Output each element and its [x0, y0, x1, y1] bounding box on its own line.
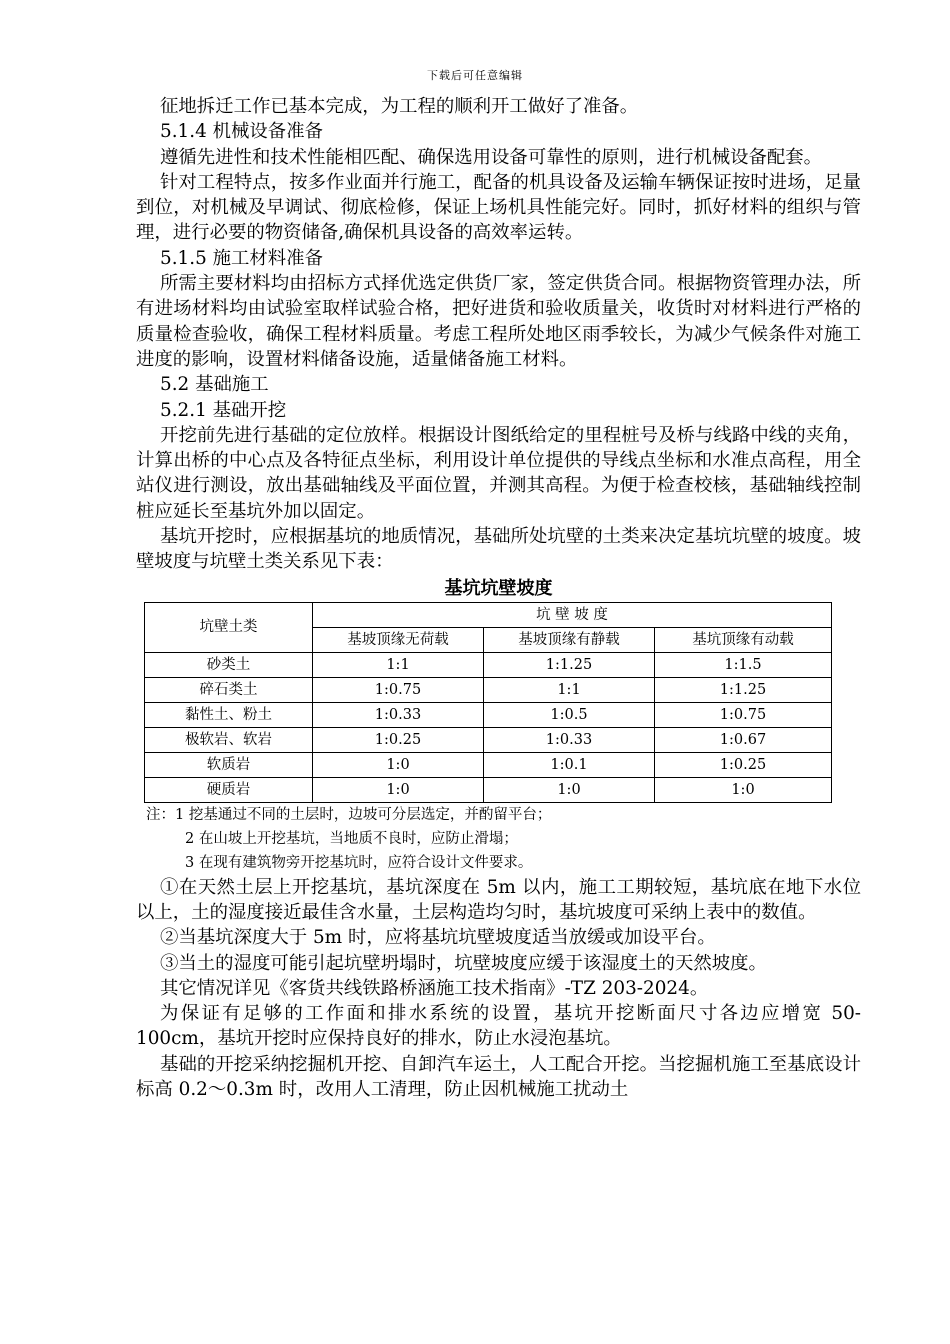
paragraph: 5.2 基础施工 — [160, 374, 269, 396]
paragraph: 基础的开挖采纳挖掘机开挖、自卸汽车运土，人工配合开挖。当挖掘机施工至基底设计标高 0.2～0.3m 时，改用人工清理，防止因机械施工扰动土 — [136, 1053, 861, 1101]
slope-value-cell: 1:1 — [484, 677, 655, 702]
paragraph: 征地拆迁工作已基本完成，为工程的顺利开工做好了准备。 — [160, 96, 639, 117]
slope-value-cell: 1:0 — [313, 777, 484, 802]
paragraph: 开挖前先进行基础的定位放样。根据设计图纸给定的里程桩号及桥与线路中线的夹角，计算出桥的中心点及各特征点坐标，利用设计单位提供的导线点坐标和水准点高程，用全站仪进行测设，放出基础轴线及平面位置，并测其高程。为便于检查校核，基础轴线控制桩应延长至基坑外加以固定。 — [136, 424, 861, 522]
soil-type-cell: 极软岩、软岩 — [145, 727, 313, 752]
column-header: 基坡顶缘无荷载 — [313, 627, 484, 652]
paragraph: 5.1.4 机械设备准备 — [160, 121, 323, 143]
group-header-cell: 坑 壁 坡 度 — [313, 602, 832, 627]
soil-type-cell: 碎石类土 — [145, 677, 313, 702]
paragraphs-bottom — [136, 875, 861, 1103]
slope-value-cell: 1:0.67 — [655, 727, 832, 752]
slope-value-cell: 1:0.1 — [484, 752, 655, 777]
table-row — [145, 652, 832, 677]
note-line: 2 在山坡上开挖基坑，当地质不良时，应防止滑塌； — [185, 830, 518, 847]
table-body — [145, 652, 832, 802]
slope-value-cell: 1:0.33 — [313, 702, 484, 727]
slope-value-cell: 1:0 — [313, 752, 484, 777]
slope-value-cell: 1:0.5 — [484, 702, 655, 727]
paragraph: 针对工程特点，按多作业面并行施工，配备的机具设备及运输车辆保证按时进场，足量到位，对机械及早调试、彻底检修，保证上场机具性能完好。同时，抓好材料的组织与管理，进行必要的物资储备,确保机具设备的高效率运转。 — [136, 171, 861, 244]
slope-value-cell: 1:1 — [313, 652, 484, 677]
paragraph: ③当土的湿度可能引起坑壁坍塌时，坑壁坡度应缓于该湿度土的天然坡度。 — [160, 952, 767, 974]
paragraph: 5.2.1 基础开挖 — [160, 399, 287, 421]
paragraph: 5.1.5 施工材料准备 — [160, 247, 323, 269]
page-header: 下载后可任意编辑 — [427, 69, 523, 82]
slope-value-cell: 1:1.25 — [655, 677, 832, 702]
soil-type-cell: 砂类土 — [145, 652, 313, 677]
document-body — [136, 94, 861, 1102]
slope-value-cell: 1:1.5 — [655, 652, 832, 677]
table-row — [145, 727, 832, 752]
slope-value-cell: 1:0.25 — [313, 727, 484, 752]
row-header-cell: 坑壁土类 — [145, 602, 313, 652]
slope-value-cell: 1:0 — [655, 777, 832, 802]
table-row — [145, 677, 832, 702]
paragraph: 所需主要材料均由招标方式择优选定供货厂家，签定供货合同。根据物资管理办法，所有进场材料均由试验室取样试验合格，把好进货和验收质量关，收货时对材料进行严格的质量检查验收，确保工程材料质量。考虑工程所处地区雨季较长，为减少气候条件对施工进度的影响，设置材料储备设施，适量储备施工材料。 — [136, 273, 861, 370]
table-row — [145, 752, 832, 777]
slope-value-cell: 1:0.25 — [655, 752, 832, 777]
soil-type-cell: 软质岩 — [145, 752, 313, 777]
table-title: 基坑坑壁坡度 — [444, 577, 553, 599]
column-header: 基坡顶缘有静载 — [484, 627, 655, 652]
slope-table — [144, 602, 832, 803]
paragraph: 为保证有足够的工作面和排水系统的设置，基坑开挖断面尺寸各边应增宽 50-100cm，基坑开挖时应保持良好的排水，防止水浸泡基坑。 — [136, 1003, 861, 1050]
paragraph: ①在天然土层上开挖基坑，基坑深度在 5m 以内，施工工期较短，基坑底在地下水位以上，土的湿度接近最佳含水量，土层构造均匀时，基坑坡度可采纳上表中的数值。 — [136, 876, 861, 923]
column-header: 基坑顶缘有动载 — [655, 627, 832, 652]
slope-value-cell: 1:0.75 — [313, 677, 484, 702]
slope-value-cell: 1:0.75 — [655, 702, 832, 727]
note-line: 3 在现有建筑物旁开挖基坑时，应符合设计文件要求。 — [185, 854, 533, 871]
paragraph: 基坑开挖时，应根据基坑的地质情况，基础所处坑壁的土类来决定基坑坑壁的坡度。坡壁坡度与坑壁土类关系见下表： — [136, 526, 861, 573]
paragraph: 其它情况详见《客货共线铁路桥涵施工技术指南》-TZ 203-2024。 — [160, 977, 709, 999]
table-header-row — [145, 602, 832, 627]
paragraphs-top — [136, 94, 861, 575]
table-notes — [146, 803, 861, 875]
slope-value-cell: 1:0.33 — [484, 727, 655, 752]
paragraph: 遵循先进性和技术性能相匹配、确保选用设备可靠性的原则，进行机械设备配套。 — [160, 146, 823, 168]
slope-value-cell: 1:1.25 — [484, 652, 655, 677]
soil-type-cell: 黏性土、粉土 — [145, 702, 313, 727]
soil-type-cell: 硬质岩 — [145, 777, 313, 802]
paragraph: ②当基坑深度大于 5m 时，应将基坑坑壁坡度适当放缓或加设平台。 — [160, 927, 716, 949]
table-row — [145, 777, 832, 802]
note-line: 注：1 挖基通过不同的土层时，边坡可分层选定，并酌留平台； — [146, 806, 552, 823]
slope-value-cell: 1:0 — [484, 777, 655, 802]
table-row — [145, 702, 832, 727]
